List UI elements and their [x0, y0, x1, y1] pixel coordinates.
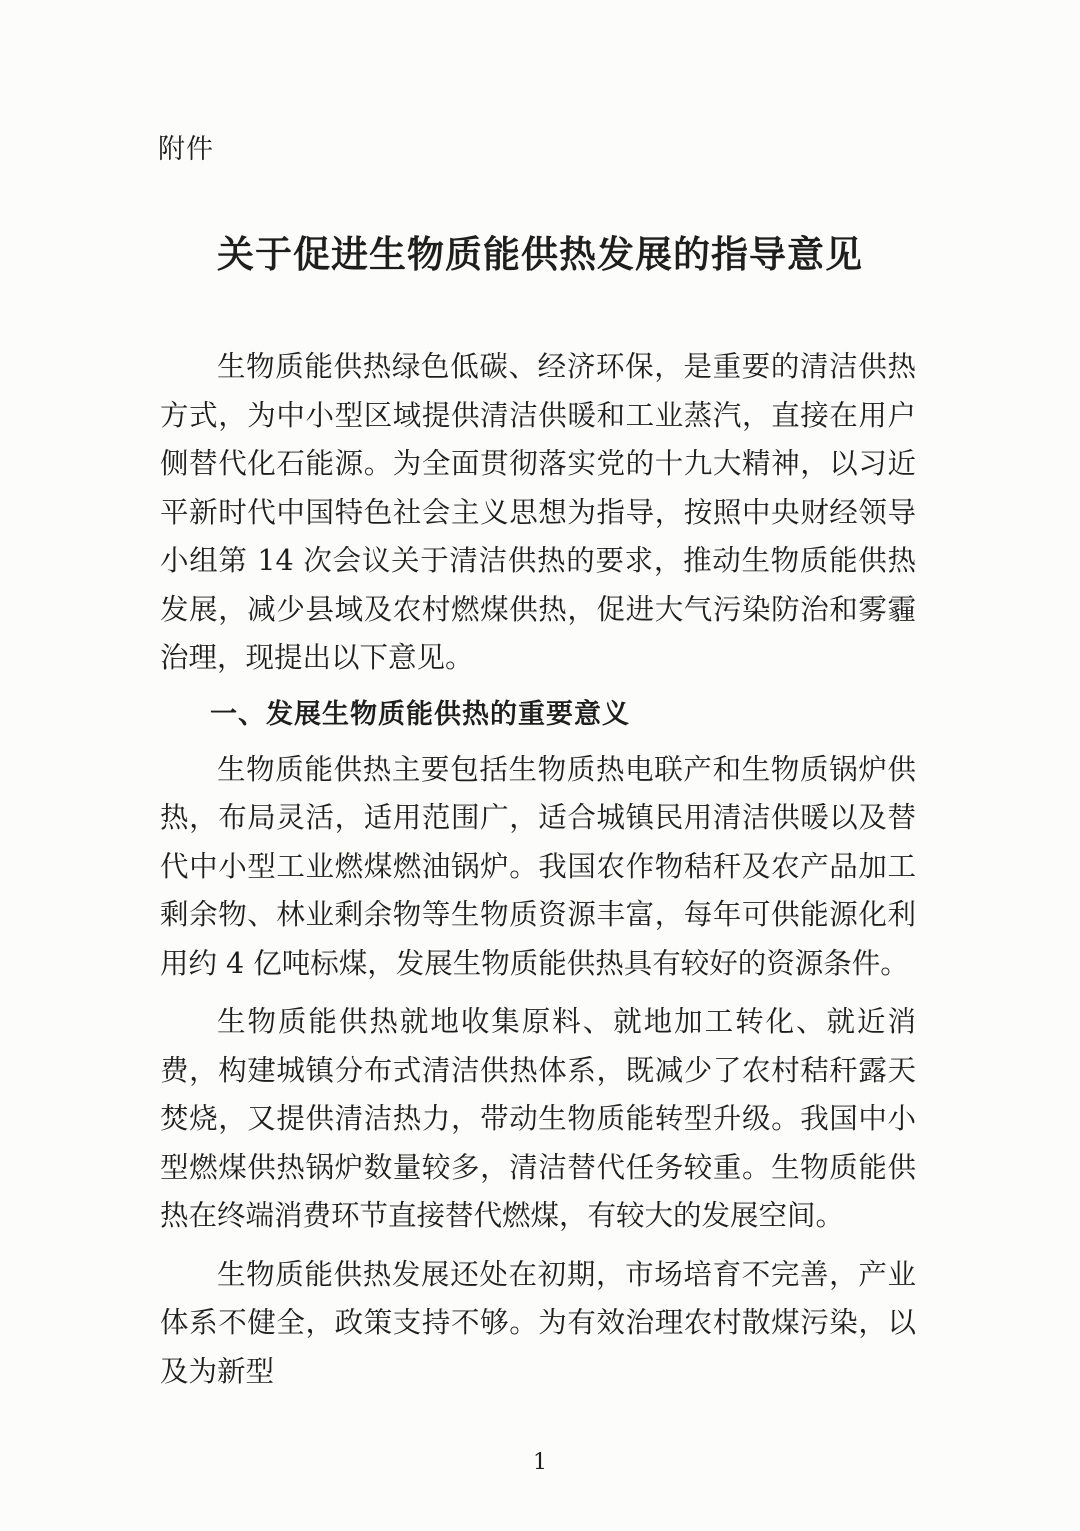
section-paragraph: 生物质能供热发展还处在初期，市场培育不完善，产业体系不健全，政策支持不够。为有效治理农村散煤污染，以及为新型 [160, 1257, 916, 1388]
section-paragraph: 生物质能供热主要包括生物质热电联产和生物质锅炉供热，布局灵活，适用范围广，适合城镇民用清洁供暖以及替代中小型工业燃煤燃油锅炉。我国农作物秸秆及农产品加工剩余物、林业剩余物等生物质资源丰富，每年可供能源化利用约 4 亿吨标煤，发展生物质能供热具有较好的资源条件。 [160, 752, 916, 980]
attachment-label: 附件 [158, 134, 214, 165]
document-title: 关于促进生物质能供热发展的指导意见 [217, 232, 863, 276]
page-number: 1 [533, 1450, 547, 1475]
section-paragraph: 生物质能供热就地收集原料、就地加工转化、就近消费，构建城镇分布式清洁供热体系，既减少了农村秸秆露天焚烧，又提供清洁热力，带动生物质能转型升级。我国中小型燃煤供热锅炉数量较多，清洁替代任务较重。生物质能供热在终端消费环节直接替代燃煤，有较大的发展空间。 [160, 1005, 916, 1232]
intro-paragraph: 生物质能供热绿色低碳、经济环保，是重要的清洁供热方式，为中小型区域提供清洁供暖和工业蒸汽，直接在用户侧替代化石能源。为全面贯彻落实党的十九大精神，以习近平新时代中国特色社会主义思想为指导，按照中央财经领导小组第 14 次会议关于清洁供热的要求，推动生物质能供热发展，减少县域及农村燃煤供热，促进大气污染防治和雾霾治理，现提出以下意见。 [160, 350, 916, 674]
document-body [160, 343, 916, 1404]
section-heading: 一、发展生物质能供热的重要意义 [210, 698, 630, 730]
